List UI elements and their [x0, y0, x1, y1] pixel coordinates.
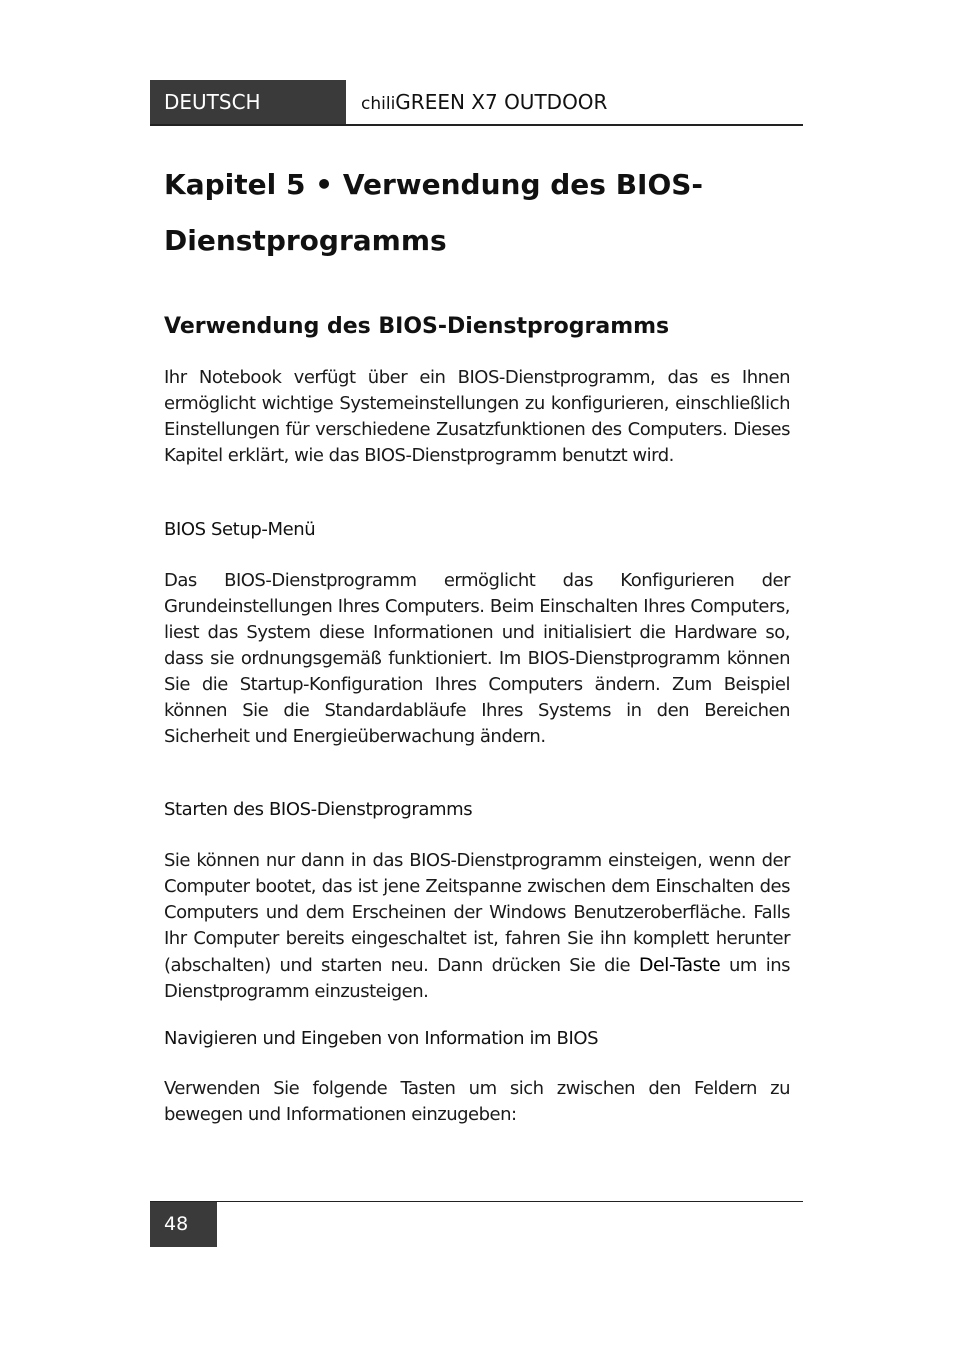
- del-key-label: Del-Taste: [638, 954, 721, 976]
- navigating-heading: Navigieren und Eingeben von Information im BIOS: [164, 1028, 599, 1049]
- starting-paragraph: [164, 848, 790, 1005]
- model-title: GREEN X7 OUTDOOR: [395, 90, 608, 114]
- starting-text-before: Sie können nur dann in das BIOS-Dienstprogramm einsteigen, wenn der Computer bootet, das ist jene Zeitspanne zwischen dem Einschalten des Computers und dem Erscheinen der Windows Benutzeroberfläche. Falls Ihr Computer bereits eingeschaltet ist, fahren Sie ihn komplett herunter (abschalten) und starten neu. Dann drücken Sie die: [164, 850, 790, 976]
- header-divider: [150, 124, 803, 126]
- starting-heading: Starten des BIOS-Dienstprogramms: [164, 799, 473, 820]
- section-title: Verwendung des BIOS-Dienstprogramms: [164, 314, 670, 339]
- chapter-title: Kapitel 5 • Verwendung des BIOS-Dienstprogramms: [164, 168, 704, 257]
- page-number: 48: [150, 1202, 217, 1247]
- starting-text-after: um ins Dienstprogramm einzusteigen.: [164, 955, 790, 1002]
- footer-divider: [150, 1201, 803, 1202]
- setup-menu-heading: BIOS Setup-Menü: [164, 519, 316, 540]
- setup-menu-paragraph: Das BIOS-Dienstprogramm ermöglicht das Konfigurieren der Grundeinstellungen Ihres Computers. Beim Einschalten Ihres Computers, liest das System diese Informationen und initialisiert die Hardware so, dass sie ordnungsgemäß funktioniert. Im BIOS-Dienstprogramm können Sie die Startup-Konfiguration Ihres Computers ändern. Zum Beispiel können Sie die Standardabläufe Ihres Systems in den Bereichen Sicherheit und Energieüberwachung ändern.: [164, 570, 790, 747]
- model-name: [361, 80, 607, 125]
- navigating-paragraph: Verwenden Sie folgende Tasten um sich zwischen den Feldern zu bewegen und Informationen einzugeben:: [164, 1078, 790, 1125]
- intro-paragraph: Ihr Notebook verfügt über ein BIOS-Dienstprogramm, das es Ihnen ermöglicht wichtige Systemeinstellungen zu konfigurieren, einschließlich Einstellungen für verschiedene Zusatzfunktionen des Computers. Dieses Kapitel erklärt, wie das BIOS-Dienstprogramm benutzt wird.: [164, 367, 790, 466]
- model-prefix: chili: [361, 94, 396, 114]
- language-tab: DEUTSCH: [150, 80, 346, 125]
